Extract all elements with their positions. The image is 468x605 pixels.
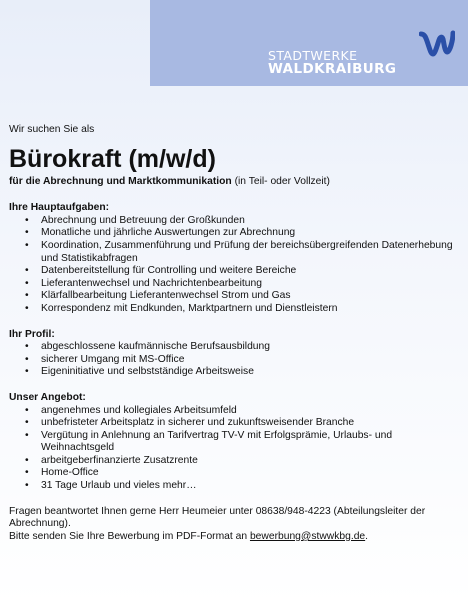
list-item: • 31 Tage Urlaub und vieles mehr… — [9, 480, 461, 493]
list-item: • Koordination, Zusammenführung und Prüfung der bereichsübergreifenden Datenerhebung und Statistikabfragen — [9, 240, 461, 265]
list-item: • Eigeninitiative und selbstständige Arbeitsweise — [9, 366, 461, 379]
profile-list — [9, 341, 461, 379]
list-item: • Lieferantenwechsel und Nachrichtenbearbeitung — [9, 278, 461, 291]
list-item: • unbefristeter Arbeitsplatz in sicherer und zukunftsweisender Branche — [9, 417, 461, 430]
job-ad-content — [9, 124, 461, 543]
job-subtitle — [9, 176, 461, 189]
list-item: • Home-Office — [9, 467, 461, 480]
list-item: • Monatliche und jährliche Auswertungen zur Abrechnung — [9, 227, 461, 240]
list-item: • abgeschlossene kaufmännische Berufsausbildung — [9, 341, 461, 354]
logo-text-stadtwerke: STADTWERKE — [268, 48, 358, 63]
subtitle-employment-type: (in Teil- oder Vollzeit) — [231, 175, 330, 187]
offer-list — [9, 405, 461, 493]
list-item: • angenehmes und kollegiales Arbeitsumfeld — [9, 405, 461, 418]
application-instructions — [9, 531, 461, 544]
list-item: • sicherer Umgang mit MS-Office — [9, 354, 461, 367]
application-email-link[interactable]: bewerbung@stwwkbg.de — [249, 530, 366, 542]
list-item: • Abrechnung und Betreuung der Großkunden — [9, 215, 461, 228]
offer-heading: Unser Angebot: — [9, 391, 86, 403]
contact-text: Fragen beantwortet Ihnen gerne Herr Heumeier unter 08638/948-4223 (Abteilungsleiter der Abrechnung). — [9, 505, 426, 530]
list-item: • Vergütung in Anlehnung an Tarifvertrag TV-V mit Erfolgsprämie, Urlaubs- und Weihnachtsgeld — [9, 430, 461, 455]
list-item: • Klärfallbearbeitung Lieferantenwechsel Strom und Gas — [9, 290, 461, 303]
application-text: Bitte senden Sie Ihre Bewerbung im PDF-Format an — [9, 530, 250, 542]
tasks-list — [9, 215, 461, 316]
list-item: • arbeitgeberfinanzierte Zusatzrente — [9, 455, 461, 468]
logo-text-waldkraiburg: WALDKRAIBURG — [268, 61, 397, 77]
subtitle-department: für die Abrechnung und Marktkommunikation — [9, 175, 232, 187]
job-title: Bürokraft (m/w/d) — [9, 144, 216, 173]
stadtwerke-w-icon — [419, 30, 455, 60]
list-item: • Korrespondenz mit Endkunden, Marktpartnern und Dienstleistern — [9, 303, 461, 316]
profile-heading: Ihr Profil: — [9, 328, 55, 340]
application-text-end: . — [365, 530, 369, 542]
intro-text: Wir suchen Sie als — [9, 124, 95, 135]
list-item: • Datenbereitstellung für Controlling und weitere Bereiche — [9, 265, 461, 278]
tasks-heading: Ihre Hauptaufgaben: — [9, 202, 110, 214]
